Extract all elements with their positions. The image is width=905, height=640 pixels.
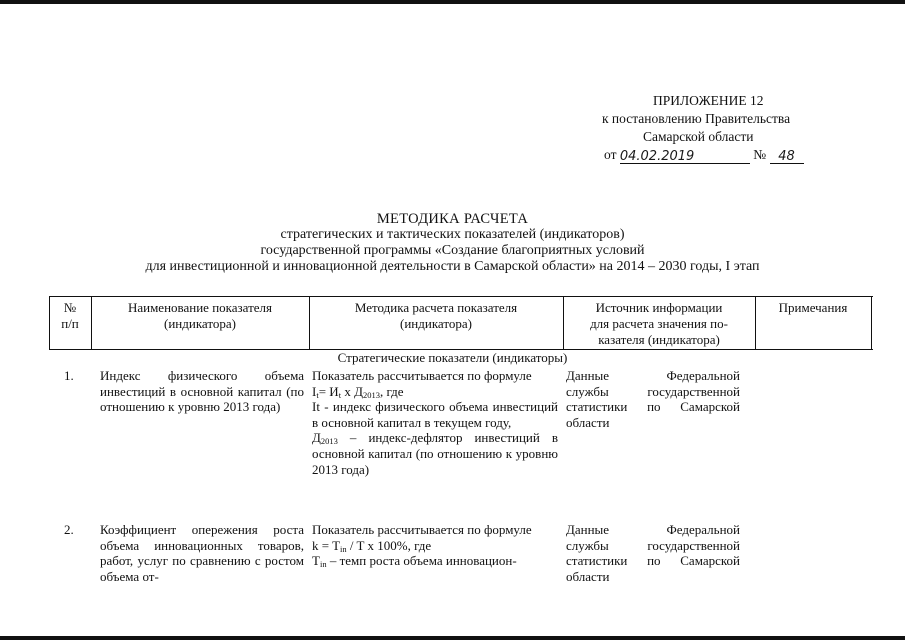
row-1-number: 1. [64, 368, 74, 383]
document-subtitle-1: стратегических и тактических показателей (индикаторов) [280, 227, 625, 242]
row-2-source: Данные Федеральной службы государственной статистики по Самарской области [566, 522, 740, 584]
row-1-name: Индекс физического объема инвестиций в основной капитал (по отношению к уровню 2013 года) [100, 368, 304, 415]
section-title: Стратегические показатели (индикаторы) [337, 350, 568, 365]
appendix-title: ПРИЛОЖЕНИЕ 12 [653, 93, 764, 108]
row-1-definition-2: $Д_{2013}$ – индекс-дефлятор инвестиций в основной капитал (по отношению к уровню 2013 года) [312, 430, 558, 477]
row-1-source: Данные Федеральной службы государственной статистики по Самарской области [566, 368, 740, 430]
scan-top-edge [0, 0, 905, 4]
number-label: № [753, 147, 767, 162]
row-2-formula: $k = T_{in} / T$ x 100%, где [312, 537, 432, 554]
header-name: Наименование показателя (индикатора) [127, 300, 273, 331]
header-number: № п/п [61, 300, 79, 331]
appendix-line-2: Самарской области [643, 129, 754, 144]
row-1-formula: $I_t= И_t$ х $Д_{2013}$, где [312, 383, 404, 400]
document-title: МЕТОДИКА РАСЧЕТА [376, 211, 529, 227]
row-2-method [312, 522, 558, 569]
date-handwritten: 04.02.2019 [619, 148, 695, 164]
row-2-definition-1: $T_{in}$ – темп роста объема инновацион- [312, 553, 517, 570]
header-notes: Примечания [778, 300, 848, 315]
document-title-block [0, 211, 905, 275]
number-field [770, 148, 804, 164]
row-2-number: 2. [64, 522, 74, 537]
header-method: Методика расчета показателя (индикатора) [354, 300, 518, 331]
document-subtitle-3: для инвестиционной и инновационной деятельности в Самарской области» на 2014 – 2030 годы, I этап [145, 259, 760, 274]
from-label: от [604, 147, 617, 162]
row-1-method-intro: Показатель рассчитывается по формуле [312, 368, 532, 383]
number-handwritten: 48 [778, 148, 795, 164]
row-2-name: Коэффициент опережения роста объема инновационных товаров, работ, услуг по сравнению с ростом объема от- [100, 522, 304, 584]
row-1-definition-1: It - индекс физического объема инвестиций в основной капитал в текущем году, [312, 399, 558, 430]
table-header [49, 296, 873, 350]
header-source: Источник информации для расчета значения по- казателя (индикатора) [590, 300, 728, 347]
row-1-method [312, 368, 558, 477]
appendix-date-line [604, 147, 804, 164]
document-subtitle-2: государственной программы «Создание благоприятных условий [260, 243, 645, 258]
date-field [620, 148, 750, 164]
appendix-line-1: к постановлению Правительства [602, 111, 791, 126]
row-2-method-intro: Показатель рассчитывается по формуле [312, 522, 532, 537]
scan-bottom-edge [0, 636, 905, 640]
